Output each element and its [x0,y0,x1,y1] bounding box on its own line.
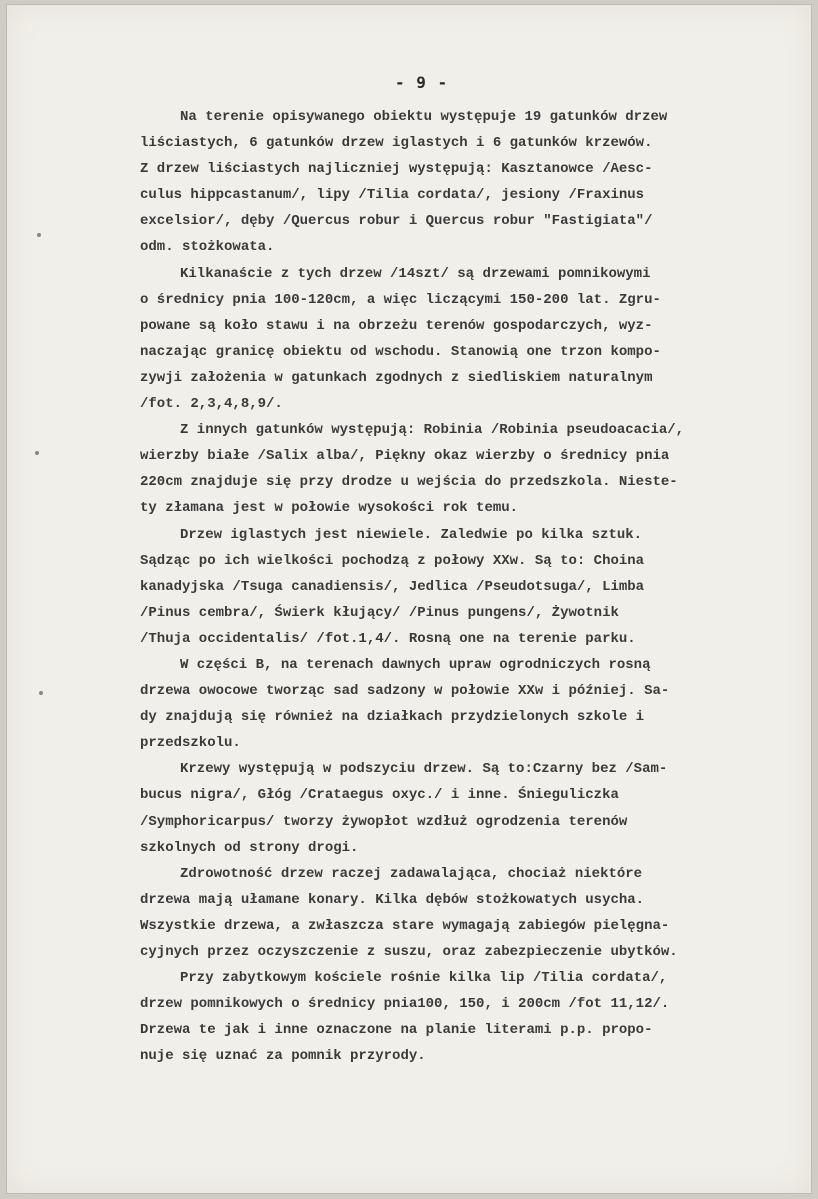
body-text [140,104,780,1069]
text-line: Sądząc po ich wielkości pochodzą z połowy XXw. Są to: Choina [140,552,645,569]
text-line: zywji założenia w gatunkach zgodnych z siedliskiem naturalnym [140,369,653,386]
text-line: szkolnych od strony drogi. [140,839,359,856]
text-line: Z drzew liściastych najliczniej występują: Kasztanowce /Aesc- [140,161,653,178]
margin-mark [39,691,43,695]
text-line: odm. stożkowata. [140,239,275,256]
text-line: o średnicy pnia 100-120cm, a więc liczącymi 150-200 lat. Zgru- [140,291,661,308]
text-line: kanadyjska /Tsuga canadiensis/, Jedlica /Pseudotsuga/, Limba [140,578,645,595]
text-line: bucus nigra/, Głóg /Crataegus oxyc./ i inne. Śnieguliczka [140,787,619,804]
text-line: drzewa mają ułamane konary. Kilka dębów stożkowatych usycha. [140,891,645,908]
text-line: Na terenie opisywanego obiektu występuje 19 gatunków drzew [180,109,668,125]
text-line: /fot. 2,3,4,8,9/. [140,396,283,413]
text-line: naczając granicę obiektu od wschodu. Stanowią one trzon kompo- [140,343,661,360]
text-line: Przy zabytkowym kościele rośnie kilka lip /Tilia cordata/, [180,970,668,987]
document-page [6,4,812,1194]
text-line: Zdrowotność drzew raczej zadawalająca, chociaż niektóre [180,865,643,882]
text-line: wierzby białe /Salix alba/, Piękny okaz wierzby o średnicy pnia [140,448,670,465]
text-line: Kilkanaście z tych drzew /14szt/ są drzewami pomnikowymi [180,265,651,282]
text-line: powane są koło stawu i na obrzeżu terenów gospodarczych, wyz- [140,317,653,334]
page-number: - 9 - [395,73,449,92]
text-line: cyjnych przez oczyszczenie z suszu, oraz zabezpieczenie ubytków. [140,944,678,960]
text-line: /Pinus cembra/, Świerk kłujący/ /Pinus pungens/, Żywotnik [140,604,619,621]
text-line: drzew pomnikowych o średnicy pnia100, 150, i 200cm /fot 11,12/. [140,996,670,1013]
text-line: przedszkolu. [140,735,241,752]
text-line: Drzewa te jak i inne oznaczone na planie literami p.p. propo- [140,1022,653,1039]
text-line: Wszystkie drzewa, a zwłaszcza stare wymagają zabiegów pielęgna- [140,917,670,934]
margin-mark [35,451,39,455]
margin-mark [37,233,41,237]
text-line: ty złamana jest w połowie wysokości rok temu. [140,500,519,517]
text-line: /Thuja occidentalis/ /fot.1,4/. Rosną one na terenie parku. [140,630,636,647]
text-line: drzewa owocowe tworząc sad sadzony w połowie XXw i później. Sa- [140,683,670,700]
text-line: W części B, na terenach dawnych upraw ogrodniczych rosną [180,656,651,673]
text-line: Krzewy występują w podszyciu drzew. Są to:Czarny bez /Sam- [180,761,668,778]
text-line: dy znajdują się również na działkach przydzielonych szkole i [140,709,645,726]
text-line: nuje się uznać za pomnik przyrody. [140,1048,426,1065]
text-line: excelsior/, dęby /Quercus robur i Quercus robur "Fastigiata"/ [140,213,653,230]
text-line: 220cm znajduje się przy drodze u wejścia do przedszkola. Nieste- [140,474,678,491]
text-line: Drzew iglastych jest niewiele. Zaledwie po kilka sztuk. [180,526,643,543]
text-line: liściastych, 6 gatunków drzew iglastych i 6 gatunków krzewów. [140,135,653,152]
text-line: /Symphoricarpus/ tworzy żywopłot wzdłuż ogrodzenia terenów [140,813,628,830]
text-line: Z innych gatunków występują: Robinia /Robinia pseudoacacia/, [180,422,685,439]
text-line: culus hippcastanum/, lipy /Tilia cordata/, jesiony /Fraxinus [140,187,645,204]
